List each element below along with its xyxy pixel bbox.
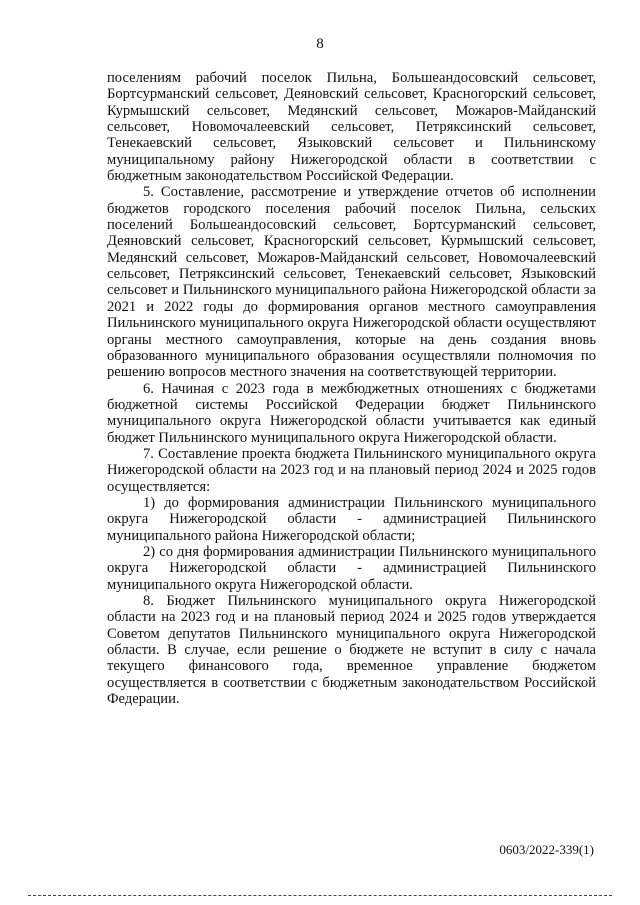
document-code: 0603/2022-339(1) [499, 842, 594, 857]
document-body [107, 70, 596, 707]
footer-rule [28, 895, 612, 896]
paragraph-subitem-1: 1) до формирования администрации Пильнинского муниципального округа Нижегородской области - администрацией Пильнинского муниципального района Нижегородской области; [107, 494, 596, 544]
paragraph-item-7: 7. Составление проекта бюджета Пильнинского муниципального округа Нижегородской области на 2023 год и на плановый период 2024 и 2025 годов осуществляется: [107, 445, 596, 495]
paragraph-item-8: 8. Бюджет Пильнинского муниципального округа Нижегородской области на 2023 год и на плановый период 2024 и 2025 годов утверждается Советом депутатов Пильнинского муниципального округа Нижегородской области. В случае, если решение о бюджете не вступит в силу с начала текущего финансового года, временное управление бюджетом осуществляется в соответствии с бюджетным законодательством Российской Федерации. [107, 593, 596, 708]
paragraph-continuation: поселениям рабочий поселок Пильна, Большеандосовский сельсовет, Бортсурманский сельсовет, Деяновский сельсовет, Красногорский сельсовет, Курмышский сельсовет, Медянский сельсовет, Можаров-Майданский сельсовет, Новомочалеевский сельсовет, Петряксинский сельсовет, Тенекаевский сельсовет, Языковский сельсовет и Пильнинскому муниципальному району Нижегородской области в соответствии с бюджетным законодательством Российской Федерации. [107, 70, 596, 185]
paragraph-item-5: 5. Составление, рассмотрение и утверждение отчетов об исполнении бюджетов городского поселения рабочий поселок Пильна, сельских поселений Большеандосовский сельсовет, Бортсурманский сельсовет, Деяновский сельсовет, Красногорский сельсовет, Курмышский сельсовет, Медянский сельсовет, Можаров-Майданский сельсовет, Новомочалеевский сельсовет, Петряксинский сельсовет, Тенекаевский сельсовет, Языковский сельсовет и Пильнинского муниципального района Нижегородской области за 2021 и 2022 годы до формирования органов местного самоуправления Пильнинского муниципального округа Нижегородской области осуществляют органы местного самоуправления, которые на день создания вновь образованного муниципального образования осуществляли полномочия по решению вопросов местного значения на соответствующей территории. [107, 184, 596, 381]
paragraph-subitem-2: 2) со дня формирования администрации Пильнинского муниципального округа Нижегородской области - администрацией Пильнинского муниципального округа Нижегородской области. [107, 543, 596, 593]
paragraph-item-6: 6. Начиная с 2023 года в межбюджетных отношениях с бюджетами бюджетной системы Российской Федерации бюджет Пильнинского муниципального округа Нижегородской области учитывается как единый бюджет Пильнинского муниципального округа Нижегородской области. [107, 380, 596, 446]
page-number: 8 [316, 36, 324, 52]
